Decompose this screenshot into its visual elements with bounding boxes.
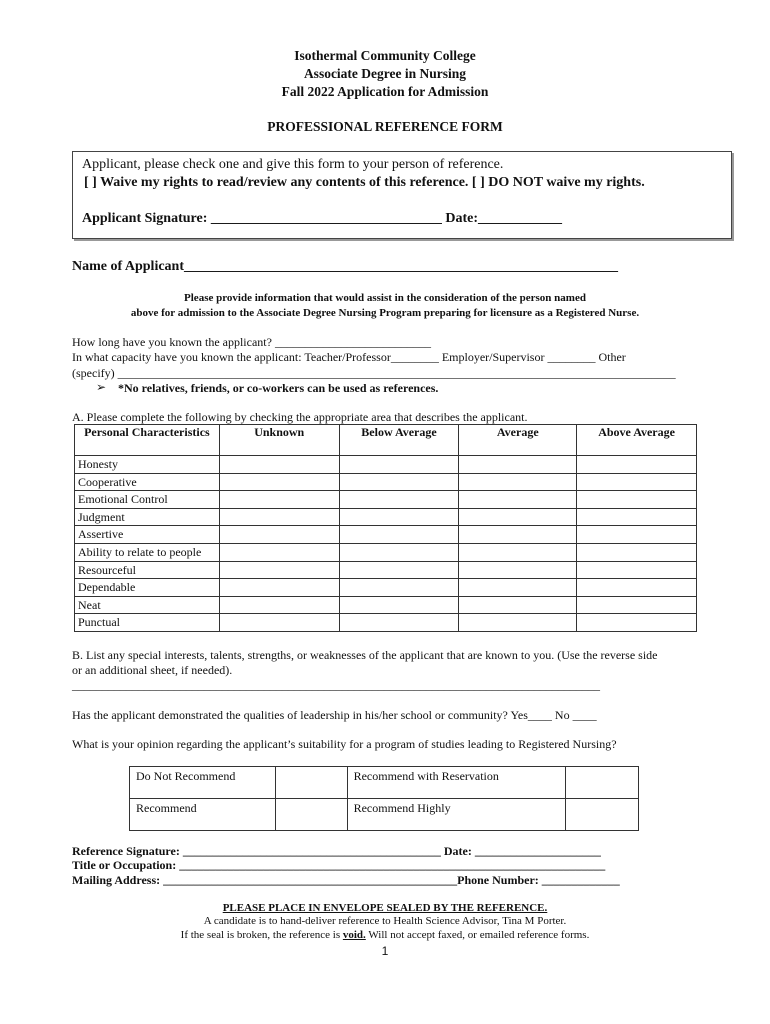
rating-cell[interactable] [459, 543, 577, 561]
rating-cell[interactable] [219, 526, 339, 544]
section-b-line-1: B. List any special interests, talents, strengths, or weaknesses of the applicant that are known to you. (Use the reverse side [72, 648, 658, 662]
rec-do-not-recommend-label: Do Not Recommend [130, 767, 276, 799]
title-occupation-line[interactable]: Title or Occupation: _______________________________________________________________________ [72, 858, 606, 872]
rating-cell[interactable] [459, 596, 577, 614]
rating-cell[interactable] [577, 473, 697, 491]
characteristics-table [74, 424, 697, 632]
rating-cell[interactable] [339, 561, 459, 579]
leadership-question[interactable]: Has the applicant demonstrated the qualities of leadership in his/her school or community? Yes____ No ____ [72, 708, 597, 722]
term-title: Fall 2022 Application for Admission [281, 84, 489, 99]
rating-cell[interactable] [459, 491, 577, 509]
table-row [75, 526, 697, 544]
section-b-line-2: or an additional sheet, if needed). [72, 663, 233, 677]
seal-broken-note [0, 929, 770, 941]
rec-do-not-recommend-box[interactable] [275, 767, 347, 799]
rec-highly-box[interactable] [566, 799, 639, 831]
rating-cell[interactable] [219, 596, 339, 614]
rating-cell[interactable] [219, 473, 339, 491]
no-fax-text: Will not accept faxed, or emailed reference forms. [365, 929, 590, 941]
rating-cell[interactable] [577, 596, 697, 614]
characteristic-label: Neat [75, 596, 220, 614]
rec-highly-label: Recommend Highly [347, 799, 566, 831]
rec-with-reservation-label: Recommend with Reservation [347, 767, 566, 799]
rating-cell[interactable] [339, 473, 459, 491]
rating-cell[interactable] [459, 614, 577, 632]
applicant-name-field[interactable]: Name of Applicant______________________________________________________________ [72, 259, 618, 274]
characteristic-label: Ability to relate to people [75, 543, 220, 561]
void-word: void. [342, 929, 366, 941]
table-row [75, 596, 697, 614]
arrow-bullet-icon: ➢ [96, 380, 107, 394]
applicant-signature-line[interactable]: Applicant Signature: _________________________________ Date:____________ [82, 211, 563, 226]
table-row [75, 508, 697, 526]
rating-cell[interactable] [219, 561, 339, 579]
table-row [75, 543, 697, 561]
relatives-note: *No relatives, friends, or co-workers can be used as references. [118, 381, 439, 395]
rating-cell[interactable] [459, 526, 577, 544]
specify-field[interactable]: (specify) _____________________________________________________________________________________________ [72, 366, 676, 380]
rating-cell[interactable] [577, 526, 697, 544]
how-long-question[interactable]: How long have you known the applicant? __________________________ [72, 335, 431, 349]
rec-recommend-label: Recommend [130, 799, 276, 831]
opinion-question: What is your opinion regarding the applicant’s suitability for a program of studies leading to Registered Nursing? [72, 737, 617, 751]
rating-cell[interactable] [577, 614, 697, 632]
rating-cell[interactable] [577, 508, 697, 526]
rating-cell[interactable] [459, 456, 577, 474]
rating-cell[interactable] [339, 596, 459, 614]
table-row [75, 579, 697, 597]
table-row [75, 473, 697, 491]
rating-cell[interactable] [459, 508, 577, 526]
table-header-2: Below Average [339, 425, 459, 456]
waiver-options[interactable]: [ ] Waive my rights to read/review any contents of this reference. [ ] DO NOT waive my rights. [84, 175, 645, 190]
rating-cell[interactable] [459, 561, 577, 579]
rec-recommend-box[interactable] [275, 799, 347, 831]
seal-broken-text: If the seal is broken, the reference is [180, 929, 343, 941]
table-header-3: Average [459, 425, 577, 456]
rating-cell[interactable] [219, 491, 339, 509]
rating-cell[interactable] [339, 614, 459, 632]
section-b-answer-line[interactable]: ________________________________________________________________________________________ [72, 678, 600, 692]
recommendation-table [129, 766, 639, 831]
table-header-0: Personal Characteristics [75, 425, 220, 456]
rating-cell[interactable] [339, 508, 459, 526]
rating-cell[interactable] [219, 508, 339, 526]
rating-cell[interactable] [219, 456, 339, 474]
rating-cell[interactable] [339, 579, 459, 597]
reference-signature-line[interactable]: Reference Signature: ___________________________________________ Date: _____________________ [72, 844, 601, 858]
rating-cell[interactable] [459, 473, 577, 491]
characteristic-label: Cooperative [75, 473, 220, 491]
rating-cell[interactable] [219, 614, 339, 632]
rating-cell[interactable] [577, 491, 697, 509]
characteristic-label: Assertive [75, 526, 220, 544]
rating-cell[interactable] [577, 561, 697, 579]
mailing-address-line[interactable]: Mailing Address: _________________________________________________Phone Number: _____________ [72, 873, 620, 887]
rating-cell[interactable] [339, 491, 459, 509]
rating-cell[interactable] [577, 456, 697, 474]
table-header-4: Above Average [577, 425, 697, 456]
rec-with-reservation-box[interactable] [566, 767, 639, 799]
characteristic-label: Dependable [75, 579, 220, 597]
characteristic-label: Punctual [75, 614, 220, 632]
rating-cell[interactable] [339, 526, 459, 544]
rating-cell[interactable] [339, 543, 459, 561]
table-row [75, 561, 697, 579]
table-row [75, 614, 697, 632]
program-name: Associate Degree in Nursing [303, 66, 467, 81]
capacity-question[interactable]: In what capacity have you known the applicant: Teacher/Professor________ Employer/Supervisor ________ Other [72, 350, 626, 364]
characteristic-label: Honesty [75, 456, 220, 474]
rating-cell[interactable] [219, 579, 339, 597]
intro-line-1: Please provide information that would assist in the consideration of the person named [184, 292, 586, 304]
rating-cell[interactable] [577, 579, 697, 597]
rating-cell[interactable] [219, 543, 339, 561]
hand-deliver-note: A candidate is to hand-deliver reference to Health Science Advisor, Tina M Porter. [203, 915, 567, 927]
table-row [75, 491, 697, 509]
seal-instruction: PLEASE PLACE IN ENVELOPE SEALED BY THE REFERENCE. [222, 902, 548, 914]
rating-cell[interactable] [459, 579, 577, 597]
characteristic-label: Judgment [75, 508, 220, 526]
college-name: Isothermal Community College [294, 48, 476, 63]
table-row [75, 456, 697, 474]
section-a-instruction: A. Please complete the following by checking the appropriate area that describes the applicant. [72, 410, 528, 424]
waiver-box [72, 151, 732, 239]
table-header-1: Unknown [219, 425, 339, 456]
intro-line-2: above for admission to the Associate Degree Nursing Program preparing for licensure as a Registered Nurse. [130, 307, 640, 319]
characteristic-label: Emotional Control [75, 491, 220, 509]
page-number: 1 [381, 944, 389, 958]
waiver-instruction: Applicant, please check one and give this form to your person of reference. [82, 157, 504, 172]
form-title: PROFESSIONAL REFERENCE FORM [267, 119, 503, 134]
characteristic-label: Resourceful [75, 561, 220, 579]
rating-cell[interactable] [339, 456, 459, 474]
rating-cell[interactable] [577, 543, 697, 561]
